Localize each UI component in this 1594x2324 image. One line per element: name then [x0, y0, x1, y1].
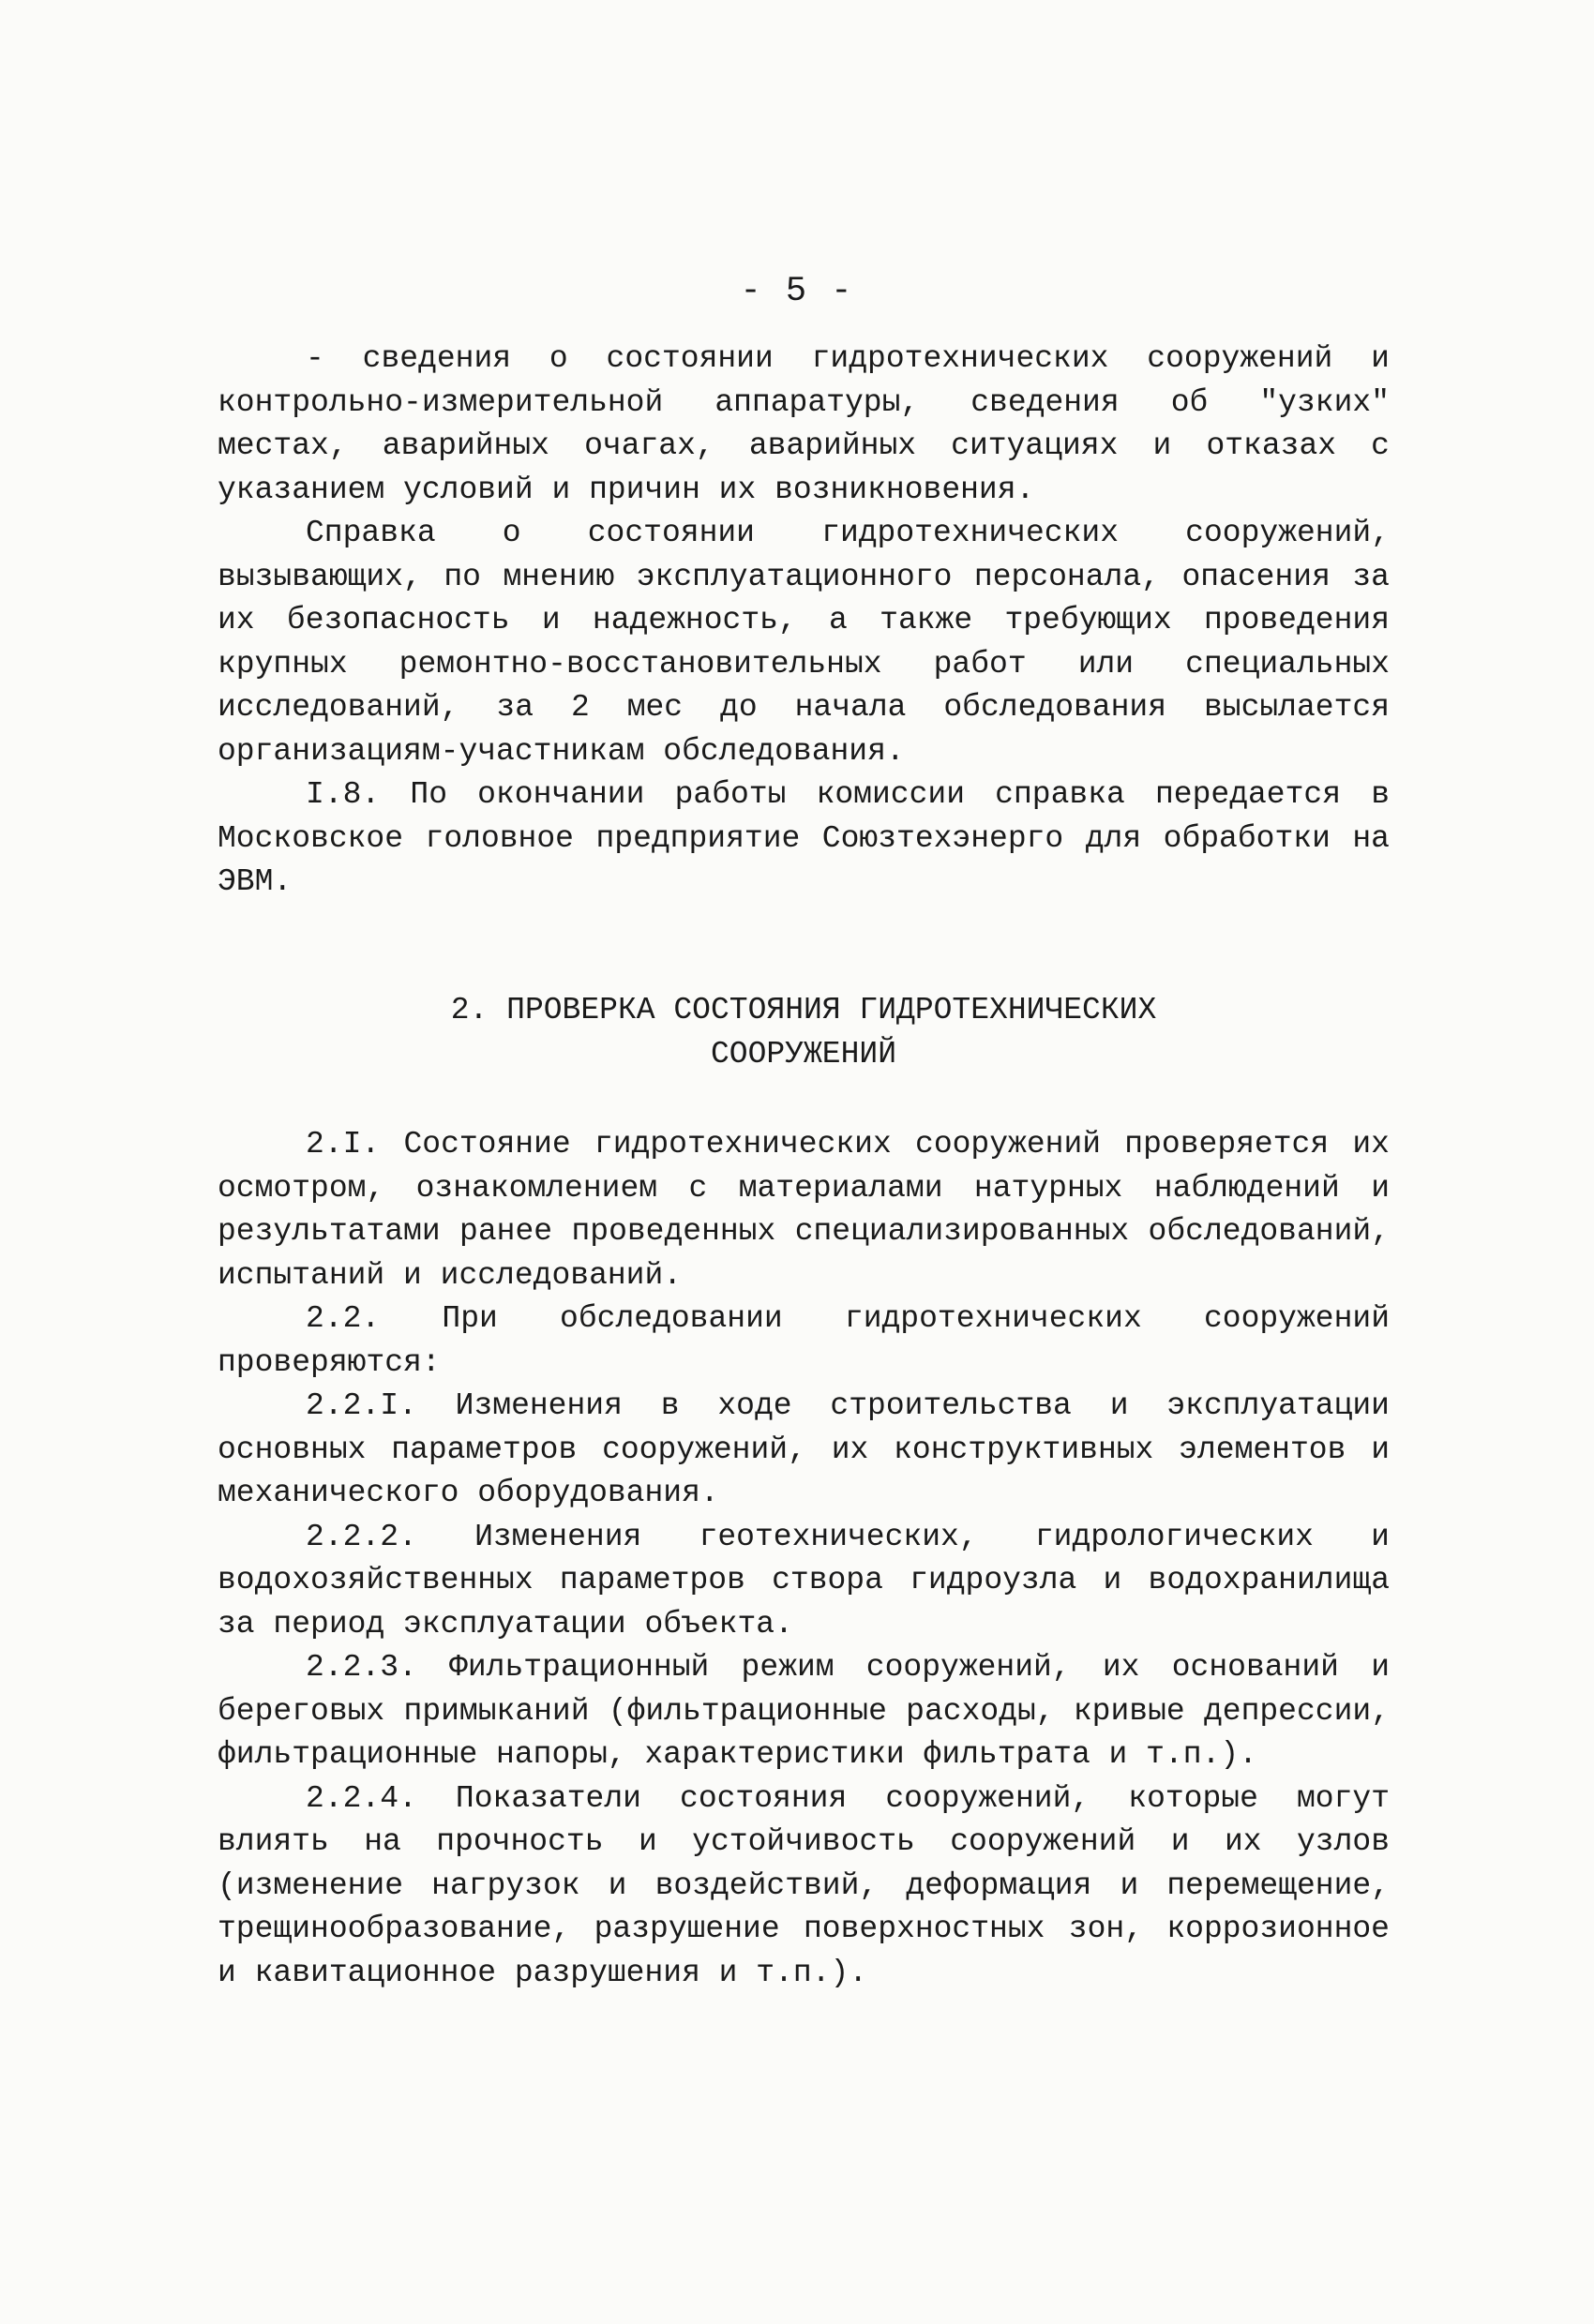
- paragraph: - сведения о состоянии гидротехнических сооружений и контрольно-измерительной аппаратуры, сведения об "узких" местах, аварийных очагах, аварийных ситуациях и отказах с указанием условий и причин их возникновения.: [218, 341, 1390, 507]
- section-title-line: СООРУЖЕНИЙ: [710, 1036, 897, 1072]
- paragraph: 2.I. Состояние гидротехнических сооружений проверяется их осмотром, ознакомлением с материалами натурных наблюдений и результатами ранее проведенных специализированных обследований, испытаний и исследований.: [218, 1127, 1390, 1293]
- paragraph: Справка о состоянии гидротехнических сооружений, вызывающих, по мнению эксплуатационного персонала, опасения за их безопасность и надежность, а также требующих проведения крупных ремонтно-восстановительных работ или специальных исследований, за 2 мес до начала обследования высылается организациям-участникам обследования.: [218, 516, 1390, 769]
- section-text-block: [218, 1123, 1390, 1995]
- paragraph: 2.2.2. Изменения геотехнических, гидрологических и водохозяйственных параметров створа гидроузла и водохранилища за период эксплуатации объекта.: [218, 1519, 1390, 1642]
- intro-text-block: [218, 337, 1390, 905]
- paragraph: I.8. По окончании работы комиссии справка передается в Московское головное предприятие Союзтехэнерго для обработки на ЭВМ.: [218, 777, 1390, 899]
- section-title: [218, 989, 1390, 1076]
- section-title-line: 2. ПРОВЕРКА СОСТОЯНИЯ ГИДРОТЕХНИЧЕСКИХ: [450, 993, 1157, 1027]
- page-number: - 5 -: [740, 272, 854, 311]
- paragraph: 2.2.3. Фильтрационный режим сооружений, их оснований и береговых примыканий (фильтрационные расходы, кривые депрессии, фильтрационные напоры, характеристики фильтрата и т.п.).: [218, 1650, 1390, 1772]
- paragraph: 2.2.4. Показатели состояния сооружений, которые могут влиять на прочность и устойчивость сооружений и их узлов (изменение нагрузок и воздействий, деформация и перемещение, трещинообразование, разрушение поверхностных зон, коррозионное и кавитационное разрушения и т.п.).: [218, 1780, 1390, 1990]
- paragraph: 2.2.I. Изменения в ходе строительства и эксплуатации основных параметров сооружений, их конструктивных элементов и механического оборудования.: [218, 1388, 1390, 1510]
- paragraph: 2.2. При обследовании гидротехнических сооружений проверяются:: [218, 1301, 1390, 1380]
